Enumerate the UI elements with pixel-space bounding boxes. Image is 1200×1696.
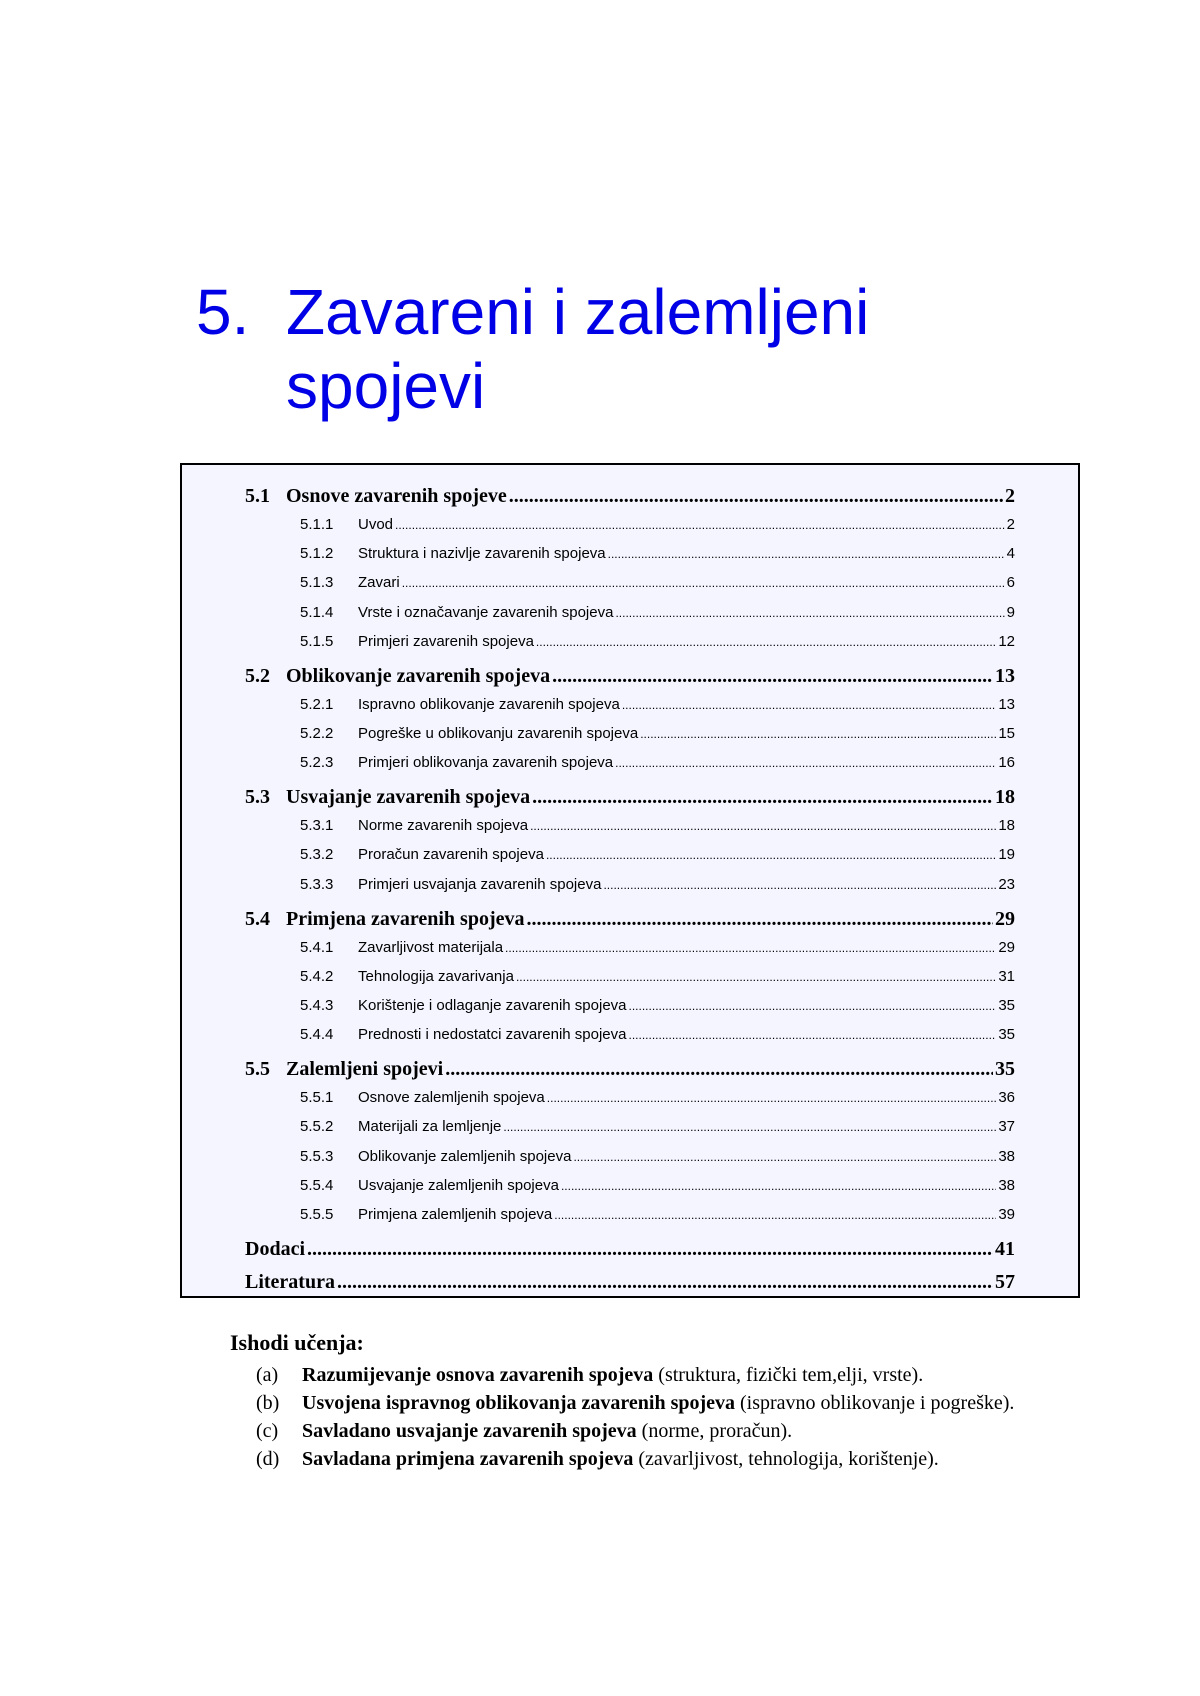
toc-section-entry[interactable] (245, 908, 1015, 931)
toc-entry-page: 39 (998, 1206, 1015, 1223)
toc-entry-page: 29 (998, 938, 1015, 956)
toc-entry-title: Materijali za lemljenje (358, 1118, 502, 1136)
toc-dot-leader (509, 485, 1003, 508)
learning-outcomes-list (230, 1362, 1035, 1472)
toc-entry-number: 5.3 (245, 786, 270, 809)
toc-dot-leader (561, 1177, 996, 1194)
toc-entry-title: Zavarljivost materijala (358, 938, 504, 956)
toc-subsection-entry[interactable] (245, 939, 1015, 956)
learning-outcomes-title: Ishodi učenja: (230, 1330, 364, 1355)
toc-subsection-entry[interactable] (245, 817, 1015, 834)
table-of-contents (180, 463, 1080, 1298)
toc-entry-title: Vrste i označavanje zavarenih spojeva (358, 603, 614, 621)
learning-outcome-key: Usvojena ispravnog oblikovanja zavarenih spojeva (302, 1392, 736, 1414)
toc-section-entry[interactable] (245, 786, 1015, 809)
toc-entry-title: Primjeri zavarenih spojeva (358, 632, 534, 650)
toc-entry-number: 5.4.3 (300, 997, 334, 1014)
toc-dot-leader (615, 754, 996, 771)
toc-entry-title: Dodaci (245, 1238, 305, 1260)
learning-outcome-label: (a) (256, 1364, 279, 1386)
toc-entry-title: Tehnologija zavarivanja (358, 967, 514, 985)
toc-entry-page: 15 (998, 725, 1015, 742)
toc-entry-title: Usvajanje zavarenih spojeva (286, 786, 531, 809)
toc-entry-number: 5.4 (245, 907, 270, 930)
toc-entry-title: Uvod (358, 516, 394, 533)
toc-entry-title: Osnove zalemljenih spojeva (358, 1089, 545, 1107)
learning-outcome-item (230, 1446, 1035, 1472)
toc-subsection-entry[interactable] (245, 545, 1015, 562)
toc-subsection-entry[interactable] (245, 604, 1015, 621)
toc-entry-page: 2 (1006, 516, 1015, 533)
chapter-title-line1: Zavareni i zalemljeni (286, 276, 870, 348)
toc-entry-number: 5.3.3 (300, 875, 334, 893)
toc-dot-leader (445, 1058, 993, 1081)
toc-dot-leader (640, 725, 996, 742)
toc-entry-number: 5.2.3 (300, 754, 334, 772)
toc-entry-page: 35 (995, 1058, 1015, 1081)
learning-outcome-detail: (norme, proračun). (636, 1420, 793, 1442)
toc-entry-number: 5.3.1 (300, 817, 334, 835)
toc-dot-leader (622, 696, 996, 713)
toc-entry-page: 57 (995, 1271, 1015, 1293)
toc-entry-number: 5.4.1 (300, 938, 334, 956)
toc-entry-title: Struktura i nazivlje zavarenih spojeva (358, 545, 606, 563)
toc-entry-page: 13 (998, 695, 1015, 713)
toc-subsection-entry[interactable] (245, 1177, 1015, 1194)
learning-outcome-detail: (zavarljivost, tehnologija, korištenje). (633, 1448, 939, 1470)
learning-outcome-key: Razumijevanje osnova zavarenih spojeva (302, 1364, 654, 1386)
toc-subsection-entry[interactable] (245, 574, 1015, 591)
toc-entry-page: 12 (998, 632, 1015, 650)
toc-entry-page: 29 (995, 907, 1015, 930)
toc-entry-title: Osnove zavarenih spojeve (286, 485, 507, 507)
toc-entry-page: 23 (998, 875, 1015, 893)
toc-dot-leader (516, 968, 996, 985)
toc-entry-title: Norme zavarenih spojeva (358, 817, 529, 835)
toc-entry-title: Usvajanje zalemljenih spojeva (358, 1176, 559, 1194)
toc-dot-leader (546, 846, 996, 863)
toc-entry-page: 35 (998, 997, 1015, 1014)
toc-subsection-entry[interactable] (245, 1118, 1015, 1135)
toc-entry-page: 38 (998, 1147, 1015, 1165)
toc-dot-leader (629, 1026, 997, 1043)
toc-subsection-entry[interactable] (245, 1026, 1015, 1043)
toc-entry-number: 5.2 (245, 664, 270, 687)
toc-section-entry[interactable] (245, 1238, 1015, 1261)
toc-subsection-entry[interactable] (245, 516, 1015, 533)
toc-entry-number: 5.5 (245, 1058, 270, 1081)
toc-entry-title: Pogreške u oblikovanju zavarenih spojeva (358, 725, 639, 742)
toc-entry-page: 13 (995, 664, 1015, 687)
learning-outcome-item (230, 1418, 1035, 1444)
learning-outcomes (230, 1330, 1035, 1474)
toc-dot-leader (615, 604, 1004, 621)
learning-outcome-label: (b) (256, 1392, 280, 1414)
learning-outcome-label: (d) (256, 1448, 280, 1470)
toc-entry-number: 5.2.1 (300, 695, 334, 713)
toc-entry-page: 4 (1006, 545, 1015, 563)
toc-subsection-entry[interactable] (245, 1089, 1015, 1106)
toc-subsection-entry[interactable] (245, 1206, 1015, 1223)
toc-entry-title: Primjena zavarenih spojeva (286, 907, 525, 930)
toc-entry-title: Proračun zavarenih spojeva (358, 846, 544, 864)
toc-dot-leader (629, 997, 997, 1014)
toc-entry-page: 38 (998, 1176, 1015, 1194)
toc-section-entry[interactable] (245, 1271, 1015, 1294)
toc-entry-page: 2 (1005, 485, 1015, 507)
toc-entry-page: 31 (998, 967, 1015, 985)
toc-entry-page: 16 (998, 754, 1015, 772)
toc-dot-leader (503, 1118, 996, 1135)
toc-entry-title: Prednosti i nedostatci zavarenih spojeva (358, 1026, 627, 1044)
toc-entry-page: 41 (995, 1238, 1015, 1260)
toc-entry-title: Zavari (358, 574, 400, 592)
toc-entry-title: Oblikovanje zalemljenih spojeva (358, 1147, 572, 1165)
learning-outcome-key: Savladano usvajanje zavarenih spojeva (302, 1420, 637, 1442)
toc-entry-title: Oblikovanje zavarenih spojeva (286, 664, 551, 687)
toc-dot-leader (573, 1148, 996, 1165)
toc-entry-title: Primjeri oblikovanja zavarenih spojeva (358, 754, 614, 772)
toc-entry-number: 5.1.1 (300, 516, 334, 533)
toc-entry-number: 5.5.1 (300, 1089, 334, 1107)
toc-entry-number: 5.4.4 (300, 1026, 334, 1044)
toc-dot-leader (395, 516, 1005, 533)
toc-entry-page: 18 (998, 817, 1015, 835)
toc-section-entry[interactable] (245, 665, 1015, 688)
toc-dot-leader (307, 1238, 993, 1261)
toc-section-entry[interactable] (245, 1058, 1015, 1081)
toc-dot-leader (536, 633, 996, 650)
toc-subsection-entry[interactable] (245, 725, 1015, 742)
toc-dot-leader (505, 939, 996, 956)
toc-entry-number: 5.1.4 (300, 603, 334, 621)
toc-entry-page: 18 (995, 786, 1015, 809)
learning-outcome-key: Savladana primjena zavarenih spojeva (302, 1448, 634, 1470)
toc-entry-number: 5.2.2 (300, 725, 334, 742)
chapter-title-line2: spojevi (286, 350, 486, 422)
toc-entry-number: 5.1.5 (300, 632, 334, 650)
toc-subsection-entry[interactable] (245, 633, 1015, 650)
toc-entry-title: Primjena zalemljenih spojeva (358, 1206, 553, 1223)
toc-entry-page: 36 (998, 1089, 1015, 1107)
toc-subsection-entry[interactable] (245, 696, 1015, 713)
toc-entry-title: Korištenje i odlaganje zavarenih spojeva (358, 997, 627, 1014)
toc-subsection-entry[interactable] (245, 876, 1015, 893)
learning-outcome-item (230, 1362, 1035, 1388)
toc-section-entry[interactable] (245, 485, 1015, 508)
toc-entry-number: 5.3.2 (300, 846, 334, 864)
toc-entry-page: 35 (998, 1026, 1015, 1044)
toc-entry-page: 37 (998, 1118, 1015, 1136)
toc-entry-number: 5.5.2 (300, 1118, 334, 1136)
toc-entry-number: 5.4.2 (300, 967, 334, 985)
chapter-number: 5. (196, 276, 250, 348)
learning-outcome-item (230, 1390, 1035, 1416)
toc-dot-leader (608, 545, 1005, 562)
toc-subsection-entry[interactable] (245, 997, 1015, 1014)
toc-entry-title: Primjeri usvajanja zavarenih spojeva (358, 875, 602, 893)
toc-dot-leader (527, 908, 994, 931)
learning-outcome-detail: (ispravno oblikovanje i pogreške). (735, 1392, 1015, 1414)
toc-entry-title: Ispravno oblikovanje zavarenih spojeva (358, 695, 620, 713)
toc-entry-title: Literatura (245, 1271, 335, 1293)
toc-dot-leader (603, 876, 996, 893)
toc-entry-number: 5.5.5 (300, 1206, 334, 1223)
toc-dot-leader (532, 786, 993, 809)
toc-dot-leader (547, 1089, 997, 1106)
toc-dot-leader (337, 1271, 993, 1294)
toc-dot-leader (402, 574, 1005, 591)
toc-entry-page: 6 (1006, 574, 1015, 592)
toc-dot-leader (554, 1206, 996, 1223)
toc-entry-number: 5.1.2 (300, 545, 334, 563)
toc-entry-number: 5.1.3 (300, 574, 334, 592)
toc-subsection-entry[interactable] (245, 846, 1015, 863)
learning-outcome-detail: (struktura, fizički tem,elji, vrste). (653, 1364, 924, 1386)
toc-dot-leader (530, 817, 996, 834)
toc-dot-leader (552, 665, 993, 688)
toc-subsection-entry[interactable] (245, 754, 1015, 771)
learning-outcome-label: (c) (256, 1420, 279, 1442)
toc-entry-title: Zalemljeni spojevi (286, 1058, 444, 1081)
toc-subsection-entry[interactable] (245, 1148, 1015, 1165)
toc-entry-number: 5.1 (245, 485, 270, 507)
toc-entry-number: 5.5.4 (300, 1176, 334, 1194)
toc-entry-page: 19 (998, 846, 1015, 864)
toc-entry-page: 9 (1006, 603, 1015, 621)
toc-entry-number: 5.5.3 (300, 1147, 334, 1165)
toc-subsection-entry[interactable] (245, 968, 1015, 985)
